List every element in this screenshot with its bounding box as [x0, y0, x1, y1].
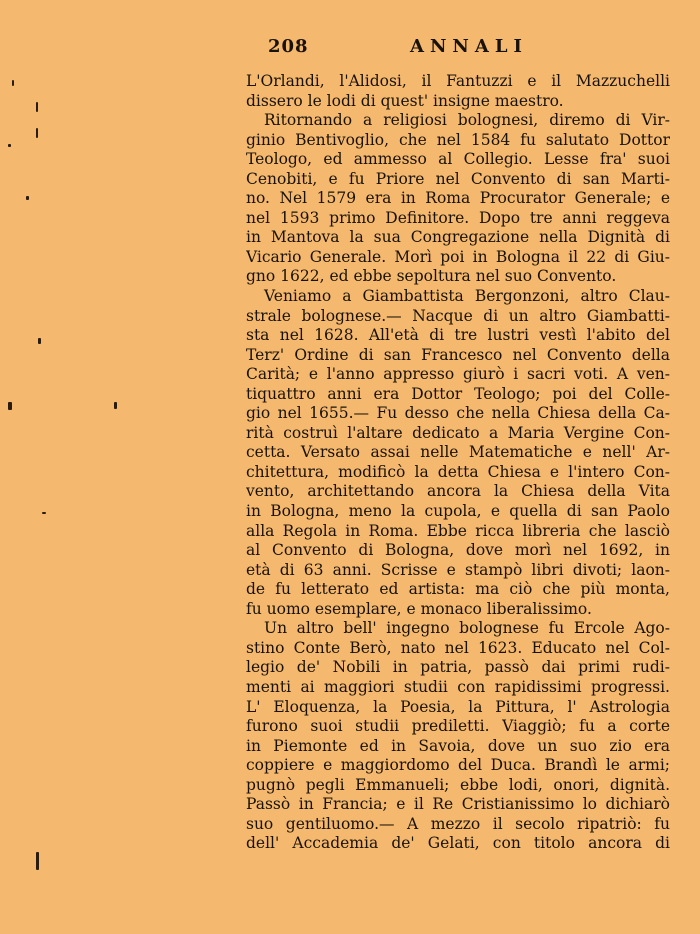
text-line: età di 63 anni. Scrisse e stampò libri divoti; laon- [246, 560, 670, 579]
body-text [246, 72, 670, 854]
margin-speck [36, 852, 39, 870]
margin-speck [12, 80, 14, 86]
text-line: al Convento di Bologna, dove morì nel 1692, in [246, 541, 670, 560]
text-line: gio nel 1655.— Fu desso che nella Chiesa della Ca- [246, 404, 670, 423]
text-line: pugnò pegli Emmanueli; ebbe lodi, onori, dignità. [246, 775, 670, 794]
text-line: Un altro bell' ingegno bolognese fu Ercole Ago- [264, 619, 670, 638]
margin-speck [26, 196, 29, 200]
text-line: no. Nel 1579 era in Roma Procurator Generale; e [246, 189, 670, 208]
text-line: menti ai maggiori studii con rapidissimi progressi. [246, 677, 670, 696]
text-line: in Piemonte ed in Savoia, dove un suo zio era [246, 736, 670, 755]
text-line: Vicario Generale. Morì poi in Bologna il 22 di Giu- [246, 247, 670, 266]
text-line: Terz' Ordine di san Francesco nel Convento della [246, 345, 670, 364]
text-line: stino Conte Berò, nato nel 1623. Educato nel Col- [246, 638, 670, 657]
text-line: in Bologna, meno la cupola, e quella di san Paolo [246, 502, 670, 521]
margin-speck [36, 128, 38, 138]
text-line: vento, architettando ancora la Chiesa della Vita [246, 482, 670, 501]
text-line: nel 1593 primo Definitore. Dopo tre anni reggeva [246, 208, 670, 227]
text-line: Passò in Francia; e il Re Cristianissimo lo dichiarò [246, 795, 670, 814]
text-line: Cenobiti, e fu Priore nel Convento di san Marti- [246, 169, 670, 188]
margin-speck [36, 102, 38, 112]
text-line: cetta. Versato assai nelle Matematiche e nell' Ar- [246, 443, 670, 462]
page-header [248, 36, 668, 62]
running-head: ANNALI [410, 36, 528, 57]
text-line: Ritornando a religiosi bolognesi, diremo di Vir- [264, 111, 670, 130]
text-line: gno 1622, ed ebbe sepoltura nel suo Convento. [246, 267, 617, 286]
text-line: chitettura, modificò la detta Chiesa e l'intero Con- [246, 462, 670, 481]
text-line: fu uomo esemplare, e monaco liberalissimo. [246, 599, 592, 618]
text-line: de fu letterato ed artista: ma ciò che più monta, [246, 580, 670, 599]
text-line: sta nel 1628. All'età di tre lustri vestì l'abito del [246, 326, 670, 345]
text-line: L'Orlandi, l'Alidosi, il Fantuzzi e il Mazzuchelli [246, 72, 670, 90]
margin-speck [114, 402, 117, 409]
margin-speck [8, 144, 11, 147]
margin-speck [8, 402, 12, 410]
text-line: dissero le lodi di quest' insigne maestro. [246, 91, 564, 110]
text-line: tiquattro anni era Dottor Teologo; poi del Colle- [246, 384, 670, 403]
text-line: Teologo, ed ammesso al Collegio. Lesse fra' suoi [246, 150, 670, 169]
text-line: L' Eloquenza, la Poesia, la Pittura, l' Astrologia [246, 697, 670, 716]
page-number: 208 [268, 36, 309, 57]
text-line: in Mantova la sua Congregazione nella Dignità di [246, 228, 670, 247]
margin-speck [42, 512, 46, 514]
text-line: Veniamo a Giambattista Bergonzoni, altro Clau- [264, 287, 670, 306]
text-line: Carità; e l'anno appresso giurò i sacri voti. A ven- [246, 365, 670, 384]
text-line: furono suoi studii prediletti. Viaggiò; fu a corte [246, 717, 670, 736]
text-line: strale bolognese.— Nacque di un altro Giambatti- [246, 306, 670, 325]
text-line: ginio Bentivoglio, che nel 1584 fu salutato Dottor [246, 130, 670, 149]
text-line: coppiere e maggiordomo del Duca. Brandì le armi; [246, 756, 670, 775]
text-line: dell' Accademia de' Gelati, con titolo ancora di [246, 834, 670, 853]
text-line: legio de' Nobili in patria, passò dai primi rudi- [246, 658, 670, 677]
margin-speck [38, 338, 41, 344]
text-line: alla Regola in Roma. Ebbe ricca libreria che lasciò [246, 521, 670, 540]
text-line: rità costruì l'altare dedicato a Maria Vergine Con- [246, 423, 670, 442]
text-line: suo gentiluomo.— A mezzo il secolo ripatriò: fu [246, 814, 670, 833]
